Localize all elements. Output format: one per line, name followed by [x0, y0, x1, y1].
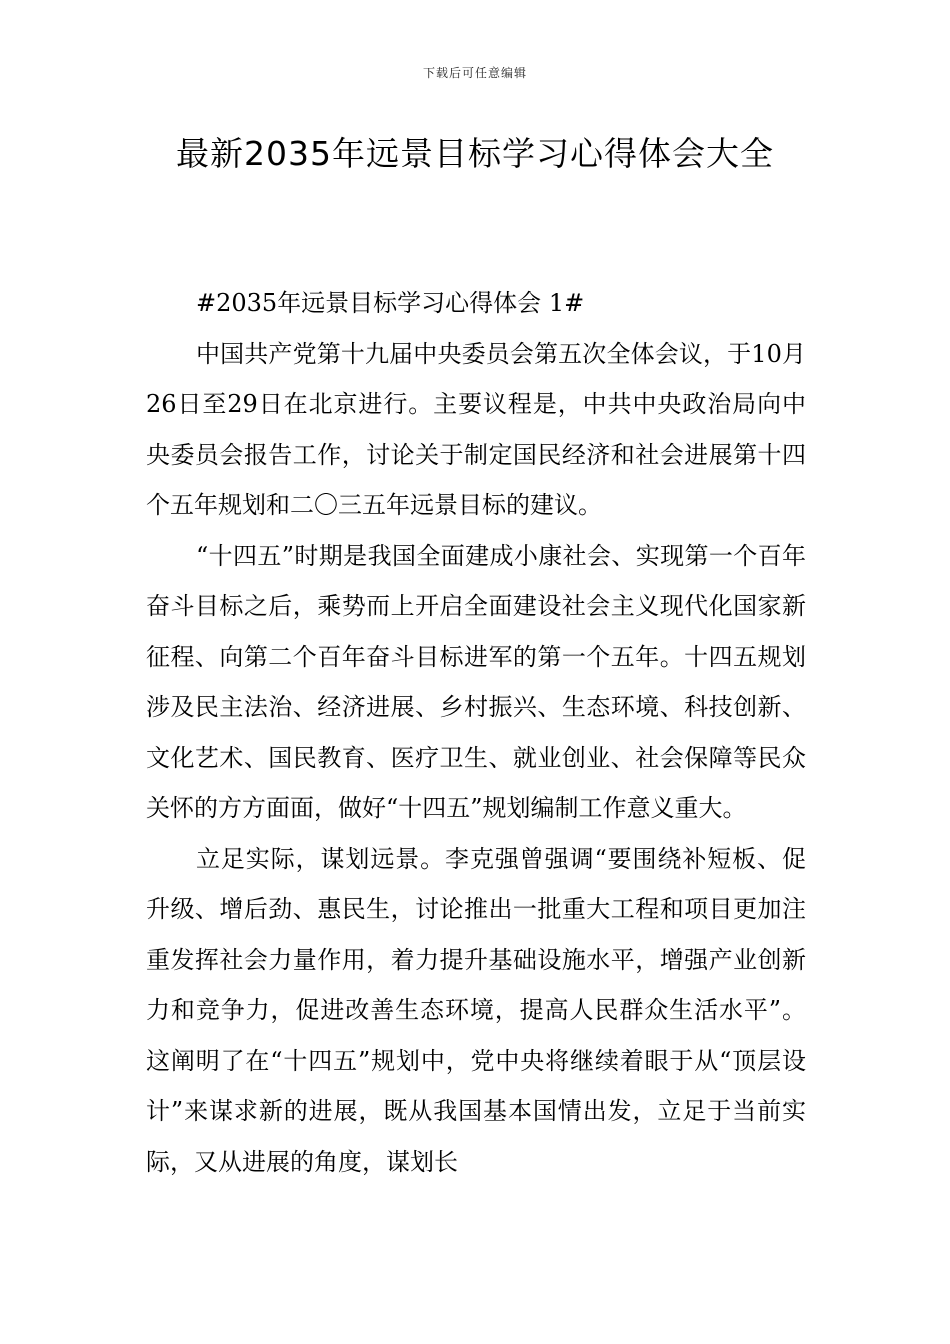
- document-body: [146, 278, 806, 1187]
- paragraph-3: 立足实际，谋划远景。李克强曾强调“要围绕补短板、促升级、增后劲、惠民生，讨论推出一批重大工程和项目更加注重发挥社会力量作用，着力提升基础设施水平，增强产业创新力和竞争力，促进改善生态环境，提高人民群众生活水平”。这阐明了在“十四五”规划中，党中央将继续着眼于从“顶层设计”来谋求新的进展，既从我国基本国情出发，立足于当前实际，又从进展的角度，谋划长: [146, 844, 806, 1176]
- paragraph-1: 中国共产党第十九届中央委员会第五次全体会议，于10月26日至29日在北京进行。主要议程是，中共中央政治局向中央委员会报告工作，讨论关于制定国民经济和社会进展第十四个五年规划和二〇三五年远景目标的建议。: [146, 339, 806, 519]
- document-title: 最新2035年远景目标学习心得体会大全: [176, 134, 774, 173]
- section-heading: #2035年远景目标学习心得体会 1#: [196, 289, 585, 317]
- header-note: 下载后可任意编辑: [422, 66, 527, 80]
- paragraph-2: “十四五”时期是我国全面建成小康社会、实现第一个百年奋斗目标之后，乘势而上开启全面建设社会主义现代化国家新征程、向第二个百年奋斗目标进军的第一个五年。十四五规划涉及民主法治、经济进展、乡村振兴、生态环境、科技创新、文化艺术、国民教育、医疗卫生、就业创业、社会保障等民众关怀的方方面面，做好“十四五”规划编制工作意义重大。: [146, 541, 806, 822]
